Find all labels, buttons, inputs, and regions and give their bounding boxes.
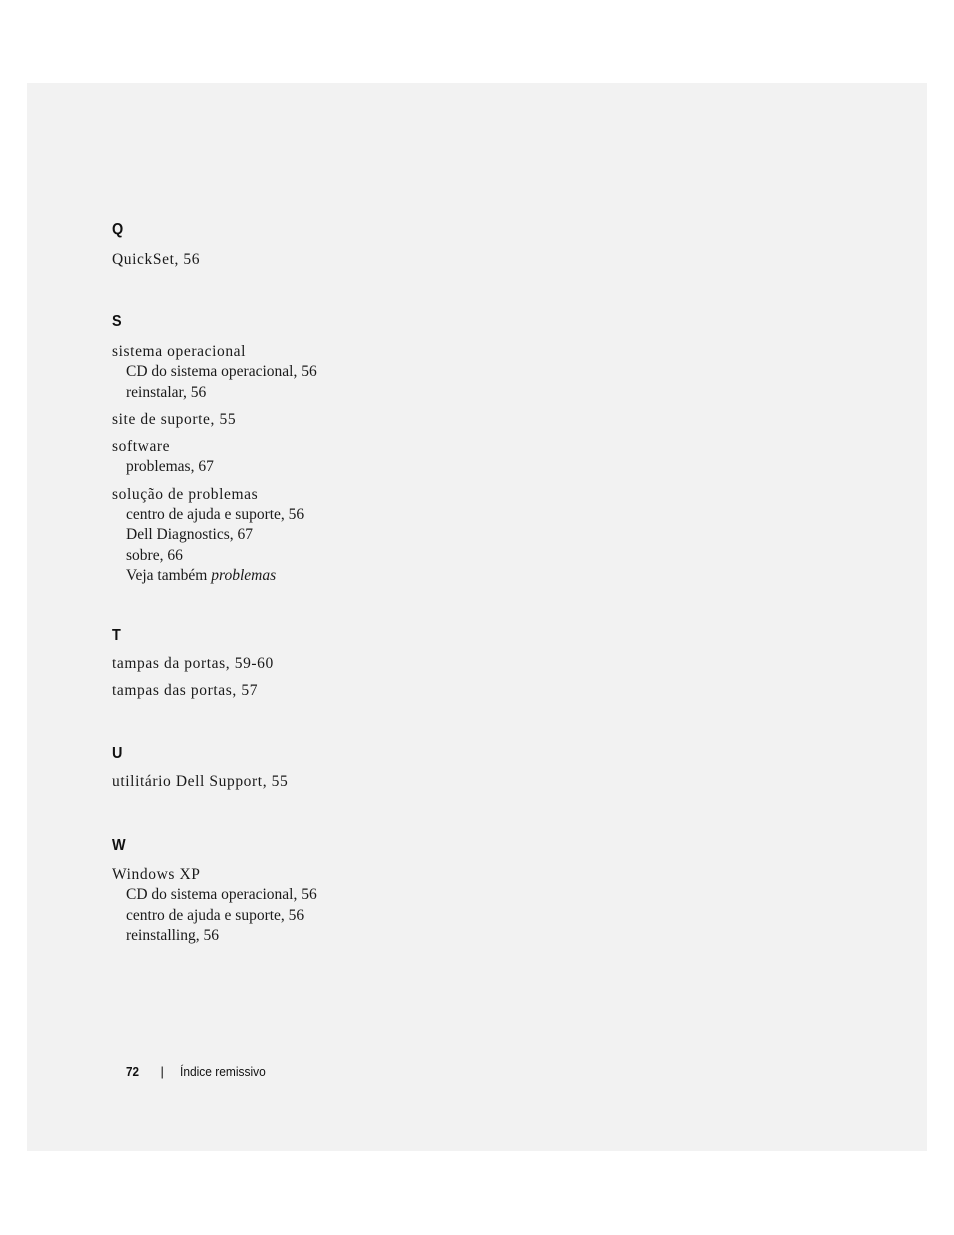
index-entry-quickset: QuickSet, 56 — [112, 251, 201, 268]
index-subentry: reinstalling, 56 — [126, 927, 219, 944]
section-letter-q: Q — [112, 221, 124, 238]
index-entry-solucao-de-problemas: solução de problemas — [112, 485, 259, 503]
index-see-also — [112, 566, 317, 587]
see-also-prefix: Veja também — [126, 567, 208, 584]
index-entry-sistema-operacional: sistema operacional — [112, 343, 247, 360]
footer-separator: | — [160, 1063, 164, 1079]
index-subentry: centro de ajuda e suporte, 56 — [126, 505, 305, 523]
index-entry-utilitario-dell-support: utilitário Dell Support, 55 — [112, 773, 289, 790]
index-subentry: problemas, 67 — [126, 458, 214, 475]
index-section-s — [112, 313, 317, 587]
index-subentry: CD do sistema operacional, 56 — [126, 886, 317, 903]
see-also-target: problemas — [211, 567, 277, 584]
index-subentry: CD do sistema operacional, 56 — [126, 363, 317, 380]
footer-title: Índice remissivo — [179, 1063, 266, 1079]
index-subentry: sobre, 66 — [126, 546, 183, 564]
index-entry-software: software — [112, 438, 171, 455]
index-subentry: Dell Diagnostics, 67 — [126, 526, 253, 543]
page-number: 72 — [126, 1063, 140, 1079]
page-footer — [126, 1061, 273, 1081]
section-letter-s: S — [112, 313, 122, 330]
index-entry-tampas-das-portas: tampas das portas, 57 — [112, 682, 259, 699]
index-entry-tampas-da-portas: tampas da portas, 59-60 — [112, 655, 274, 672]
section-letter-w: W — [112, 837, 126, 854]
section-letter-u: U — [112, 745, 123, 762]
index-section-q — [112, 221, 200, 270]
index-section-t — [112, 627, 274, 701]
index-section-u — [112, 745, 288, 792]
index-section-w — [112, 837, 317, 947]
index-subentry: reinstalar, 56 — [126, 383, 207, 401]
index-entry-site-de-suporte: site de suporte, 55 — [112, 411, 237, 428]
index-entry-windows-xp: Windows XP — [112, 866, 201, 883]
section-letter-t: T — [112, 627, 121, 644]
index-subentry: centro de ajuda e suporte, 56 — [126, 906, 305, 924]
